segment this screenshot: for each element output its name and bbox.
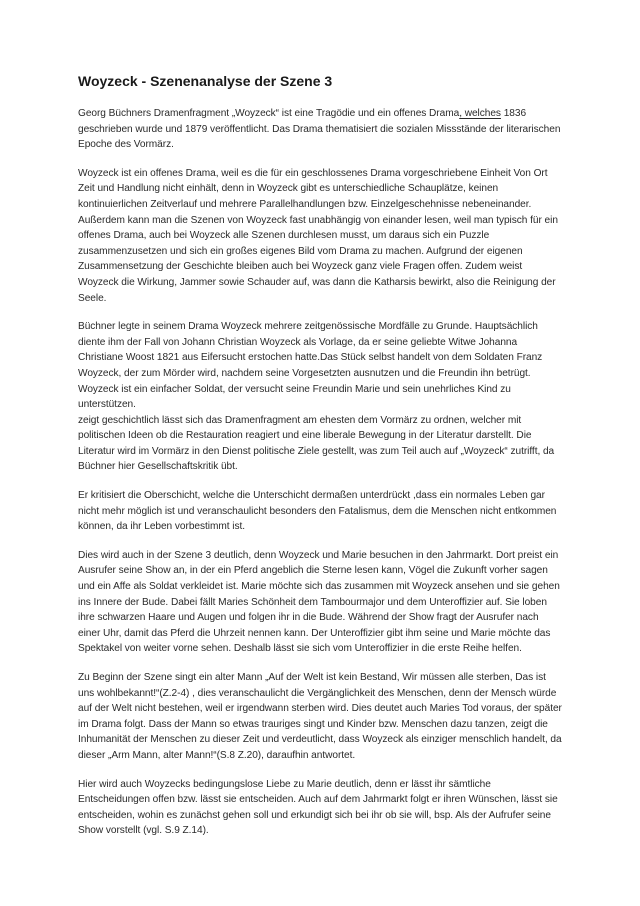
- document-title: Woyzeck - Szenenanalyse der Szene 3: [78, 73, 333, 89]
- intro-text-end: 1836 geschrieben wurde und 1879 veröffentlicht. Das Drama thematisiert die sozialen Missstände der literarischen Epoche des Vormärz.: [78, 108, 561, 151]
- paragraph-introduction: [78, 106, 562, 153]
- paragraph-song-analysis: Zu Beginn der Szene singt ein alter Mann „Auf der Welt ist kein Bestand, Wir müssen alle sterben, Das ist uns wohlbekannt!“(Z.2-4) , dies veranschaulicht die Vergänglichkeit des Menschen, denn der Mensch würde auf der Welt nicht bestehen, weil er irgendwann sterben wird. Dies deutet auch Maries Tod voraus, der später im Drama folgt. Dass der Mann so etwas trauriges singt und Kinder bzw. Menschen dazu tanzen, zeigt die Inhumanität der Menschen zu dieser Zeit und verdeutlicht, dass Woyzeck als einziger menschlich handelt, da dieser „Arm Mann, alter Mann!“(S.8 Z.20), daraufhin antwortet.: [78, 672, 562, 761]
- paragraph-love-analysis: Hier wird auch Woyzecks bedingungslose Liebe zu Marie deutlich, denn er lässt ihr sämtliche Entscheidungen offen bzw. lässt sie entscheiden. Auch auf dem Jahrmarkt folgt er ihren Wünschen, lässt sie entscheiden, wohin es zunächst gehen soll und erkundigt sich bei ihr ob sie will, bsp. Als der Aufrufer seine Show vorstellt (vgl. S.9 Z.14).: [78, 778, 558, 837]
- paragraph-background: Büchner legte in seinem Drama Woyzeck mehrere zeitgenössische Mordfälle zu Grunde. Hauptsächlich diente ihm der Fall von Johann Christian Woyzeck als Vorlage, da er seine geliebte Witwe Johanna Christiane Woost 1821 aus Eifersucht erstochen hatte.Das Stück selbst handelt von dem Soldaten Franz Woyzeck, der zum Mörder wird, nachdem seine Vorgesetzten ausnutzen und die Freundin ihn betrügt. Woyzeck ist ein einfacher Soldat, der versucht seine Freundin Marie und sein unehrliches Kind zu unterstützen.: [78, 321, 543, 411]
- document-body: [78, 72, 562, 852]
- paragraph-open-drama: Woyzeck ist ein offenes Drama, weil es die für ein geschlossenes Drama vorgeschriebene Einheit Von Ort Zeit und Handlung nicht einhält, denn in Woyzeck gibt es unterschiedliche Schauplätze, keinen kontinuierlichen Zeitverlauf und mehrere Parallelhandlungen bzw. Einzelgeschehnisse nebeneinander. Außerdem kann man die Szenen von Woyzeck fast unabhängig von einander lesen, weil man typisch für ein offenes Drama, auch bei Woyzeck alle Szenen durchlesen musst, um daraus sich ein Puzzle zusammenzusetzen und sich ein großes eigenes Bild vom Drama zu machen. Aufgrund der eigenen Zusammensetzung der Geschichte bleiben auch bei Woyzeck ganz viele Fragen offen. Zudem weist Woyzeck die Wirkung, Jammer sowie Schauder auf, was dann die Katharsis bewirkt, also die Reinigung der Seele.: [78, 167, 558, 304]
- intro-underlined-text: , welches: [459, 108, 501, 119]
- paragraph-scene-summary: Dies wird auch in der Szene 3 deutlich, denn Woyzeck und Marie besuchen in den Jahrmarkt. Dort preist ein Ausrufer seine Show an, in der ein Pferd angeblich die Sterne lesen kann, Vögel die Zukunft vorher sagen und ein Affe als Soldat verkleidet ist. Marie möchte sich das zusammen mit Woyzeck ansehen und sie gehen ins Innere der Bude. Dabei fällt Maries Schönheit dem Tambourmajor und dem Unteroffizier auf. Sie loben ihre schwarzen Haare und Augen und folgen ihr in die Bude. Während der Show fragt der Ausrufer nach einer Uhr, damit das Pferd die Uhrzeit nennen kann. Der Unteroffizier gibt ihm seine und Marie möchte das Spektakel von weiter vorne sehen. Deshalb lässt sie sich vom Unteroffizier in die erste Reihe helfen.: [78, 549, 560, 655]
- intro-text-start: Georg Büchners Dramenfragment „Woyzeck“ ist eine Tragödie und ein offenes Drama: [78, 108, 460, 119]
- paragraph-historical-context: zeigt geschichtlich lässt sich das Dramenfragment am ehesten dem Vormärz zu ordnen, welcher mit politischen Ideen ob die Restauration reagiert und eine liberale Bewegung in der Literatur darstellt. Die Literatur wird im Vormärz in den Dienst politische Ziele gestellt, was zum Teil auch auf „Woyzeck“ zutrifft, da Büchner hier Gesellschaftskritik übt.: [78, 414, 555, 473]
- paragraph-criticism: Er kritisiert die Oberschicht, welche die Unterschicht dermaßen unterdrückt ,dass ein normales Leben gar nicht mehr möglich ist und veranschaulicht besonders den Fatalismus, dem die Menschen nicht entkommen können, da ihr Leben vorbestimmt ist.: [78, 490, 557, 533]
